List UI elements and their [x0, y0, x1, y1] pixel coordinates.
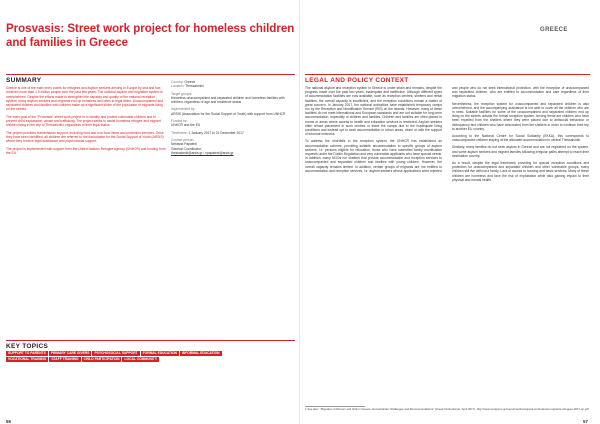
- page-number-right: 57: [583, 419, 589, 424]
- page-title: Prosvasis: Street work project for homeless children and families in Greece: [6, 23, 295, 49]
- summary-paragraph: The project provides humanitarian support, including food and non-food items and protection services. Once they have been identified, all children are referred to the Association for the Social Support of Youth (ARSIS) where they receive legal assistance and psychosocial support.: [6, 130, 164, 144]
- meta-label: Target groups:: [171, 91, 193, 96]
- topic-tag: PRIMARY CARE GIVERS: [50, 351, 90, 355]
- meta-target: [171, 92, 293, 105]
- meta-timeframe: [171, 131, 293, 135]
- meta-label: Funded by:: [171, 119, 188, 124]
- spread-divider: [299, 0, 300, 424]
- key-topics-tags: [6, 351, 256, 362]
- topic-tag: INFORMAL EDUCATION: [181, 351, 220, 355]
- meta-contact: [171, 138, 293, 155]
- topic-tag: VOCATIONAL TRAINING: [8, 357, 47, 362]
- meta-label: Contact person:: [171, 137, 195, 142]
- page-number-left: 56: [6, 419, 12, 424]
- meta-label: Implemented by:: [171, 107, 196, 112]
- meta-label: Timeframe:: [171, 130, 188, 135]
- summary-paragraph: Greece is one of the main entry points for refugees and asylum seekers arriving in Europe by sea and has received more than 1.5 million people over the past few years. The national asylum and migration system is overwhelmed. Despite the efforts made to strengthen the capacity and quality of the national reception system, many asylum seekers and migrants end up homeless and often in legal limbo. Unaccompanied and separated children and families with children make up a significant share of the population of migrants living on the streets.: [6, 86, 164, 112]
- meta-value: Thessaloniki: [185, 84, 204, 89]
- legal-paragraph: To address the shortfalls in the reception system, the UNHCR has established an accommodation scheme, providing suitable accommodation to specific groups of asylum seekers, i.e. persons eligible for relocation, those who have submitted family reunification requests under the Dublin Regulation and very vulnerable applicants who have special needs. In addition, many NGOs run shelters that provide accommodation and reception services to unaccompanied and separated children and families with young children. However, the overall capacity remains limited. In addition, certain groups of migrants are not entitled to accommodation and reception services, i.e. asylum seekers whose applications were rejected: [305, 139, 442, 173]
- legal-column-left: [305, 86, 442, 176]
- summary-text: [6, 86, 166, 158]
- legal-paragraph: and people who do not seek international protection, with the exception of unaccompanied and separated children, who are entitled to accommodation and care regardless of their migration status.: [452, 86, 589, 99]
- contact-role: General Coordinator,: [171, 146, 202, 151]
- contact-email-link[interactable]: thessaloniki@arsis.gr / npapalexi@arsis.gr: [171, 150, 234, 155]
- country-tag: GREECE: [540, 27, 568, 33]
- meta-value: Homeless unaccompanied and separated children and homeless families with children, regardless of age and residence status: [171, 95, 285, 105]
- topic-tag: FORMAL EDUCATION: [142, 351, 177, 355]
- legal-paragraph: Nevertheless, the reception system for unaccompanied and separated children is also overwhelmed, and the accompanying assistance is not able to cover all the children who are in need. Suitable facilities for some of the unaccompanied and separated children end up living on the streets outside the formal reception system. Among these are children who have been expelled from the shelters where they were placed due to antisocial behaviour or delinquency and children who have absconded from the shelters in order to continue their trip to another EU country.: [452, 101, 589, 131]
- meta-implemented: [171, 107, 293, 116]
- legal-top-rule: [305, 74, 590, 75]
- legal-paragraph: As a result, despite the legal framework providing for special reception conditions and protection for unaccompanied and separated children and other vulnerable groups, many children still live without a family. Lack of access to housing and basic services. Many of these children are homeless and face the risk of exploitation while also gaining impact to their physical and mental health.: [452, 161, 589, 182]
- topic-tag: PSYCHOSOCIAL SUPPORT: [94, 351, 138, 355]
- meta-value: Greece: [184, 80, 196, 84]
- project-meta: [171, 80, 293, 158]
- meta-label: Country:: [171, 80, 184, 84]
- contact-name: Nektaria Papalexi: [171, 142, 197, 147]
- summary-paragraph: The main goal of the "Prosvasis" street work project is to identify and protect vulnerable children and to prevent child exploitation, abuse and trafficking. The project seeks to assist homeless refugee and migrant children living in the city of Thessaloniki, regardless of their legal status.: [6, 114, 161, 128]
- meta-country: [171, 80, 293, 89]
- summary-paragraph: The project is implemented with support from the United Nations Refugee Agency (UNHCR) and funding from the EU.: [6, 146, 166, 155]
- legal-paragraph: Similarly, many families do not seek asylum in Greece and are not registered on the system, and some asylum seekers and migrant families following irregular paths attempt to reach their destination country.: [452, 145, 589, 158]
- topic-tag: LOCAL COMMUNITY: [124, 357, 158, 362]
- footnote: 1 See also: "Migration of Women and Girls in Greece: Humanitarian Challenges and Recommendations" (Greek Ombudsman, April 2017). http://www.synigoros.gr/resources/docs/greek-ombudsman-migrants-refugees-2017-en.pdf: [305, 407, 589, 411]
- topic-tag: CHILD PARTICIPATION: [83, 357, 120, 362]
- summary-top-rule: [6, 74, 295, 75]
- key-topics-rule: [6, 340, 295, 341]
- legal-column-right: [452, 86, 589, 185]
- meta-value: 1 January 2017 to 31 December 2017: [188, 130, 244, 135]
- summary-heading: SUMMARY: [6, 77, 42, 84]
- key-topics-heading: KEY TOPICS: [6, 343, 49, 350]
- topic-tag: STAFF TRAINING: [51, 357, 79, 362]
- meta-value: ARSIS (Association for the Social Support of Youth) with support from UNHCR: [171, 111, 286, 116]
- meta-value: UNHCR and the EU: [171, 123, 201, 128]
- legal-heading: LEGAL AND POLICY CONTEXT: [305, 77, 409, 84]
- topic-tag: SUPPORT TO PARENTS: [8, 351, 46, 355]
- meta-funded: [171, 119, 293, 128]
- meta-label: Location:: [171, 84, 185, 89]
- legal-paragraph: The national asylum and reception system in Greece is under strain and remains, despite the progress made over the past two years, inadequate and ineffective. Although different types of accommodation facilities are now available, such as reception centres, shelters and rental facilities, the overall capacity is insufficient, and the reception conditions remain a matter of great concern. In January 2017, the national authorities have established temporary camps run by the Reception and Identification Service (RIS) on the islands. However, many of these facilities do not meet international and European standards and are not suitable for long-term accommodation, especially of children and families. Children and families are often placed in rooms or areas where access to health and education services is restricted. Asylum seekers often refuse placement in such centres or leave the camps due to the inadequate living conditions and instead opt to seek accommodation in urban areas, alone or with the support of informal networks.: [305, 86, 442, 137]
- legal-paragraph: According to the National Centre for Social Solidarity (EKKA), this corresponds to unaccompanied children staying at the allocated accommodation in central Thessaloniki.: [452, 134, 589, 143]
